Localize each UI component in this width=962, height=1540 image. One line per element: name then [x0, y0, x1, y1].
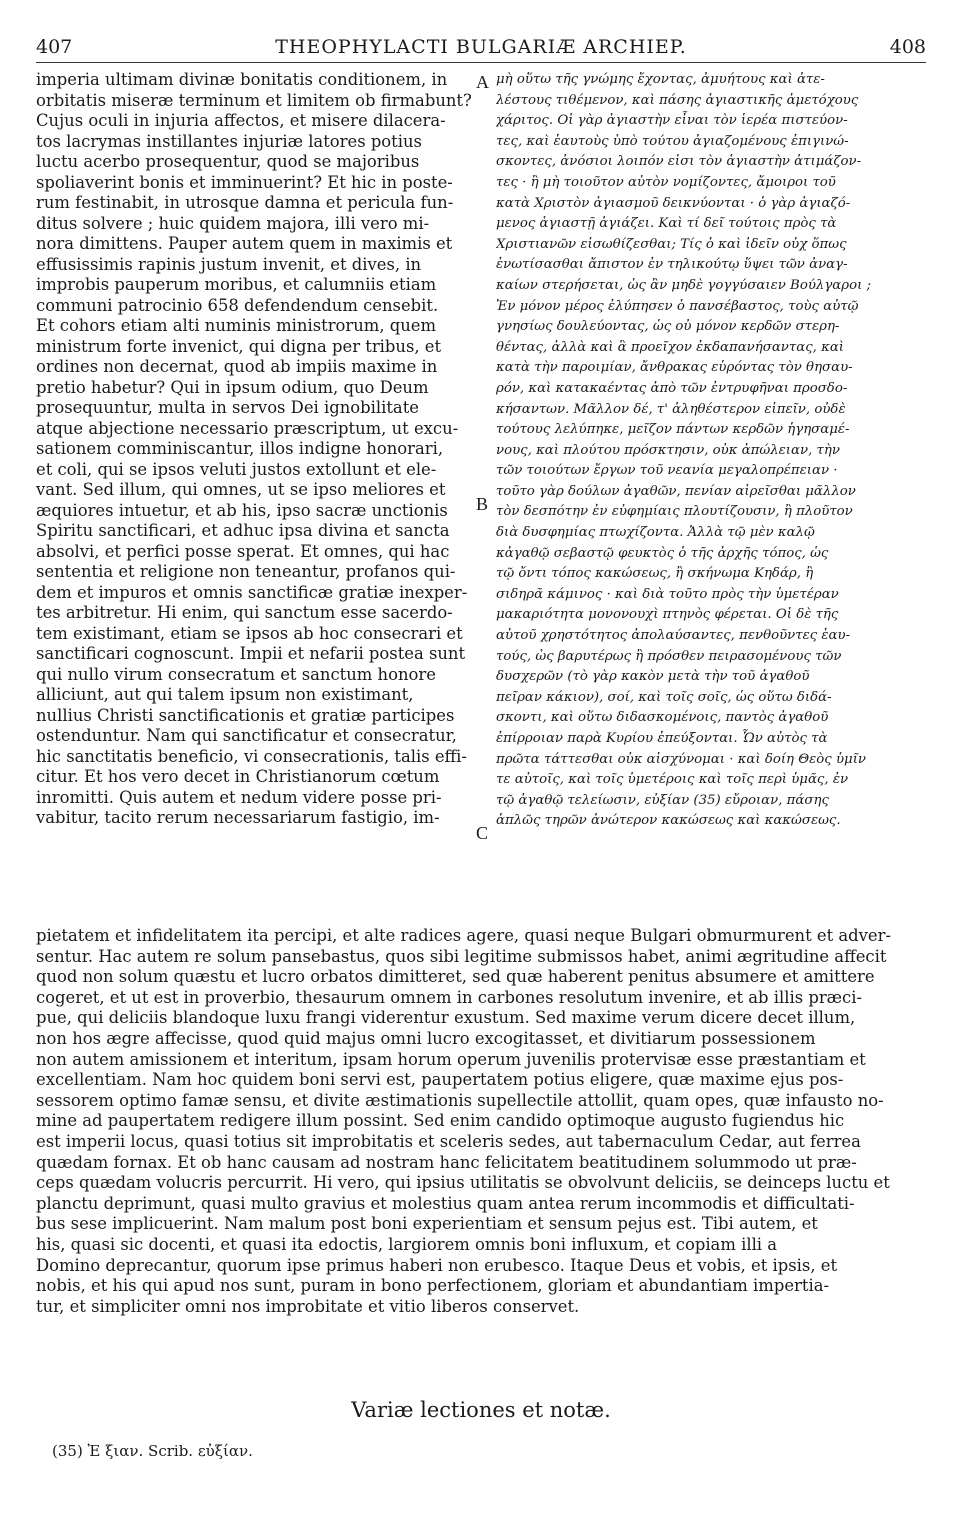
latin-text-line: sanctificari cognoscunt. Impii et nefarii postea sunt	[36, 644, 466, 663]
latin-text-line: tem existimant, etiam se ipsos ab hoc consecrari et	[36, 623, 463, 643]
section-marker-c: C	[476, 823, 489, 843]
latin-text-line: ostenduntur. Nam qui sanctificatur et consecratur,	[36, 726, 457, 745]
latin-text-line: pietatem et infidelitatem ita percipi, et alte radices agere, quasi neque Bulgari obmurmurent et adver-	[36, 926, 891, 945]
greek-text-line: λέστους τιθέμενον, καὶ πάσης ἁγιαστικῆς ἀμετόχους	[496, 92, 859, 108]
latin-text-line: tur, et simpliciter omni nos improbitate et vitio liberos conservet.	[36, 1296, 580, 1316]
greek-text-line: πεῖραν κάκιον), σοί, καὶ τοῖς σοῖς, ὡς οὕτω διδά-	[496, 689, 832, 705]
greek-text-line: μακαριότητα μονονουχὶ πτηνὸς φέρεται. Οἱ δὲ τῆς	[496, 607, 839, 623]
greek-text-line: τε αὐτοῖς, καὶ τοῖς ὑμετέροις καὶ τοῖς περὶ ὑμᾶς, ἐν	[496, 772, 849, 788]
latin-text-line: hic sanctitatis beneficio, vi consecrationis, talis effi-	[36, 746, 467, 766]
page-number-left: 407	[36, 36, 73, 58]
greek-text-line: τῷ ἀγαθῷ τελείωσιν, εὐξίαν (35) εὔροιαν, πάσης	[496, 792, 829, 808]
greek-text-line: θέντας, ἀλλὰ καὶ ἃ προεῖχον ἐκδαπανήσαντας, καὶ	[496, 339, 845, 355]
latin-text-line: tes arbitretur. Hi enim, qui sanctum esse sacerdo-	[36, 603, 453, 622]
latin-text-line: æquiores intuetur, et ab his, ipso sacræ unctionis	[36, 500, 448, 520]
greek-text-line: σκοντες, ἀνόσιοι λοιπόν εἰσι τὸν ἁγιαστὴν ἀτιμάζον-	[496, 154, 862, 170]
greek-text-line: δυσχερῶν (τὸ γὰρ κακὸν μετὰ τὴν τοῦ ἀγαθοῦ	[496, 669, 810, 685]
latin-text-line: est imperii locus, quasi totius sit improbitatis et sceleris sedes, aut tabernaculum Cedar, aut ferrea	[36, 1131, 861, 1151]
footnote: (35) Ἐ ξιαν. Scrib. εὐξίαν.	[52, 1442, 253, 1460]
latin-text-line: alliciunt, aut qui talem ipsum non existimant,	[36, 685, 414, 704]
greek-text-line: Ἐν μόνον μέρος ἐλύπησεν ὁ πανσέβαστος, τοὺς αὐτῷ	[496, 298, 859, 314]
greek-text-line: κήσαντων. Μᾶλλον δέ, τ' ἀληθέστερον εἰπεῖν, οὐδὲ	[496, 401, 846, 417]
latin-text-line: ordines non decernat, quod ab impiis maxime in	[36, 357, 438, 376]
latin-text-line: sationem comminiscantur, illos indigne honorari,	[36, 439, 444, 458]
latin-text-line: absolvi, et perfici posse sperat. Et omnes, qui hac	[36, 541, 450, 561]
greek-text-line: τοῦτο γὰρ δούλων ἀγαθῶν, πενίαν αἱρεῖσθαι μᾶλλον	[496, 483, 856, 499]
latin-text-line: mine ad paupertatem redigere illum possint. Sed enim candido optimoque augusto fugiendus hic	[36, 1111, 845, 1131]
greek-text-line: κατὰ τὴν παροιμίαν, ἄνθρακας εὑρόντας τὸν θησαυ-	[496, 360, 853, 376]
latin-text-line: effusissimis rapinis justum invenit, et dives, in	[36, 254, 422, 274]
latin-text-line: sententia et religione non teneantur, profanos qui-	[36, 562, 456, 581]
latin-text-line: non autem amissionem et interitum, ipsam horum operum juvenilis protervisæ esse præstantiam et	[36, 1049, 866, 1069]
latin-text-line: quod non solum quæstu et lucro orbatos dimitteret, sed quæ haberent penitus absumere et amittere	[36, 967, 875, 987]
latin-text-line: Et cohors etiam alti numinis ministrorum, quem	[36, 316, 437, 335]
notes-heading: Variæ lectiones et notæ.	[351, 1398, 611, 1422]
greek-text-line: ρόν, καὶ κατακαέντας ἀπὸ τῶν ἐντρυφῆναι προσδο-	[496, 380, 848, 396]
greek-text-line: μὴ οὕτω τῆς γνώμης ἔχοντας, ἀμυήτους καὶ ἀτε-	[496, 72, 825, 87]
latin-text-line: vabitur, tacito rerum necessariarum fastigio, im-	[36, 808, 440, 827]
greek-text-line: τούς, ὡς βαρυτέρως ἢ πρόσθεν πειρασομένους τῶν	[496, 648, 842, 664]
latin-text-line: quædam fornax. Et ob hanc causam ad nostram hanc felicitatem beatitudinem solummodo ut præ-	[36, 1152, 857, 1172]
latin-text-line: spoliaverint bonis et imminuerint? Et hic in poste-	[36, 172, 453, 192]
latin-text-line: sentur. Hac autem re solum pansebastus, quos sibi legitime submissos habet, animi ægritudine affecit	[36, 946, 887, 966]
latin-text-line: rum festinabit, in utrosque damna et pericula fun-	[36, 193, 454, 212]
greek-text-line: μενος ἁγιαστῇ ἁγιάζει. Καὶ τί δεῖ τούτοις πρὸς τὰ	[496, 216, 837, 232]
latin-text-line: Domino deprecantur, quorum ipse primus haberi non erubesco. Itaque Deus et vobis, et ipsis, et	[36, 1255, 838, 1275]
greek-text-line: πρῶτα τάττεσθαι οὐκ αἰσχύνομαι · καὶ δοίη Θεὸς ὑμῖν	[496, 751, 866, 767]
greek-text-line: νους, καὶ πλούτου πρόσκτησιν, οὐκ ἀπώλειαν, τὴν	[496, 442, 840, 458]
greek-text-line: τῶν τοιούτων ἔργων τοῦ νεανία μεγαλοπρέπειαν ·	[496, 463, 838, 479]
latin-text-line: dem et impuros et omnis sanctificæ gratiæ inexper-	[36, 582, 468, 602]
latin-text-line: ministrum forte invenict, qui digna per tribus, et	[36, 336, 442, 356]
latin-text-line: qui nullo virum consecratum et sanctum honore	[36, 664, 436, 684]
latin-text-line: atque abjectione necessario præscriptum, ut excu-	[36, 418, 459, 438]
latin-text-line: Spiritu sanctificari, et adhuc ipsa divina et sancta	[36, 521, 450, 540]
page-header	[36, 30, 926, 63]
greek-text-line: διὰ δυσφημίας πτωχίζοντα. Ἀλλὰ τῷ μὲν καλῷ	[496, 525, 815, 541]
greek-text-line: τῷ ὄντι τόπος κακώσεως, ἢ σκήνωμα Κηδάρ, ἢ	[496, 566, 814, 582]
page-number-right: 408	[889, 36, 926, 58]
greek-text-line: ἐνωτίσασθαι ἄπιστον ἐν τηλικούτῳ ὕψει τῶν ἀναγ-	[496, 257, 848, 273]
latin-text-line: ceps quædam volucris percurrit. Hi vero, qui ipsius utilitatis se obvolvunt deliciis, se deinceps luctu et	[36, 1173, 890, 1193]
latin-text-line: improbis pauperum moribus, et calumniis etiam	[36, 275, 437, 294]
latin-text-line: imperia ultimam divinæ bonitatis conditionem, in	[36, 70, 448, 89]
latin-text-line: nora dimittens. Pauper autem quem in maximis et	[36, 234, 453, 253]
latin-text-line: cogeret, et ut est in proverbio, thesaurum omnem in carbones resolutum invenire, et ab illis præci-	[36, 987, 863, 1007]
latin-text-line: communi patrocinio 658 defendendum censebit.	[36, 295, 439, 315]
greek-column	[496, 70, 926, 832]
greek-text-line: σκοντι, καὶ οὕτω διδασκομένοις, παντὸς ἀγαθοῦ	[496, 710, 829, 726]
greek-text-line: Χριστιανῶν εἰσωθίζεσθαι; Τίς ὁ καὶ ἰδεῖν οὐχ ὅπως	[496, 236, 847, 252]
greek-text-line: αὐτοῦ χρηστότητος ἀπολαύσαντες, πενθοῦντες ἑαυ-	[496, 628, 851, 644]
latin-text-line: bus sese implicuerint. Nam malum post boni experientiam et sensum pejus est. Tibi autem, et	[36, 1214, 818, 1234]
greek-text-line: γνησίως δουλεύοντας, ὡς οὐ μόνον κερδῶν στερη-	[496, 319, 840, 335]
latin-text-line: vant. Sed illum, qui omnes, ut se ipso meliores et	[36, 480, 446, 499]
greek-text-line: χάριτος. Οἱ γὰρ ἁγιαστὴν εἶναι τὸν ἱερέα πιστεύον-	[496, 113, 848, 129]
running-head: THEOPHYLACTI BULGARIÆ ARCHIEP.	[275, 36, 687, 58]
latin-text-line: tos lacrymas instillantes injuriæ latores potius	[36, 131, 422, 151]
latin-text-line: his, quasi sic docenti, et quasi ita edoctis, largiorem omnis boni influxum, et copiam illi a	[36, 1234, 778, 1254]
full-width-text	[36, 926, 926, 1317]
latin-text-line: luctu acerbo prosequentur, quod se majoribus	[36, 152, 420, 171]
latin-text-line: non hos ægre affecisse, quod quid majus omni lucro excogitasset, et divitiarum possessionem	[36, 1028, 816, 1048]
latin-text-line: nullius Christi sanctificationis et gratiæ participes	[36, 705, 455, 725]
greek-text-line: σιδηρᾶ κάμινος · καὶ διὰ τοῦτο πρὸς τὴν ὑμετέραν	[496, 586, 839, 602]
greek-text-line: τούτους λελύπηκε, μεῖζον πάντων κερδῶν ἡγησαμέ-	[496, 422, 850, 438]
latin-column	[36, 70, 473, 829]
latin-text-line: inromitti. Quis autem et nedum videre posse pri-	[36, 787, 442, 807]
greek-text-line: ἐπίρροιαν παρὰ Κυρίου ἐπεύξονται. Ὧν αὐτὸς τὰ	[496, 731, 828, 746]
greek-text-line: τὸν δεσπότην ἐν εὐφημίαις πλουτίζουσιν, ἢ πλοῦτον	[496, 504, 853, 520]
greek-text-line: κατὰ Χριστὸν ἁγιασμοῦ δεικνύονται · ὁ γὰρ ἁγιαζό-	[496, 195, 851, 211]
latin-text-line: ditus solvere ; huic quidem majora, illi vero mi-	[36, 213, 430, 233]
latin-text-line: et coli, qui se ipsos veluti justos extollunt et ele-	[36, 459, 437, 479]
section-marker-a: A	[476, 72, 489, 92]
latin-text-line: sessorem optimo famæ sensu, et divite æstimationis supellectile attollit, quam opes, quæ infausto no-	[36, 1090, 884, 1110]
latin-text-line: pue, qui deliciis blandoque luxu frangi viderentur exustum. Sed maxime verum dicere decet illum,	[36, 1008, 856, 1028]
latin-text-line: planctu deprimunt, quasi multo gravius et molestius quam antea rerum incommodis et difficultati-	[36, 1193, 855, 1213]
latin-text-line: excellentiam. Nam hoc quidem boni servi est, paupertatem potius eligere, quæ maxime ejus pos-	[36, 1070, 844, 1090]
greek-text-line: τες · ἢ μὴ τοιοῦτον αὐτὸν νομίζοντες, ἄμοιροι τοῦ	[496, 174, 836, 190]
latin-text-line: pretio habetur? Qui in ipsum odium, quo Deum	[36, 377, 429, 397]
greek-text-line: καίων στερήσεται, ὡς ἂν μηδὲ γογγύσαιεν Βούλγαροι ;	[496, 277, 872, 293]
greek-text-line: κἀγαθῷ σεβαστῷ φευκτὸς ὁ τῆς ἀρχῆς τόπος, ὡς	[496, 545, 829, 561]
greek-text-line: ἁπλῶς τηρῶν ἀνώτερον κακώσεως καὶ κακώσεως.	[496, 813, 841, 829]
latin-text-line: nobis, et his qui apud nos sunt, puram in bono perfectionem, gloriam et abundantiam impertia-	[36, 1276, 830, 1296]
greek-text-line: τες, καὶ ἑαυτοὺς ὑπὸ τούτου ἁγιαζομένους ἐπιγινώ-	[496, 133, 849, 149]
latin-text-line: citur. Et hos vero decet in Christianorum cœtum	[36, 767, 440, 786]
latin-text-line: orbitatis miseræ terminum et limitem ob firmabunt?	[36, 90, 472, 110]
section-marker-b: B	[476, 494, 489, 514]
latin-text-line: Cujus oculi in injuria affectos, et misere dilacera-	[36, 111, 446, 130]
latin-text-line: prosequuntur, multa in servos Dei ignobilitate	[36, 398, 419, 417]
